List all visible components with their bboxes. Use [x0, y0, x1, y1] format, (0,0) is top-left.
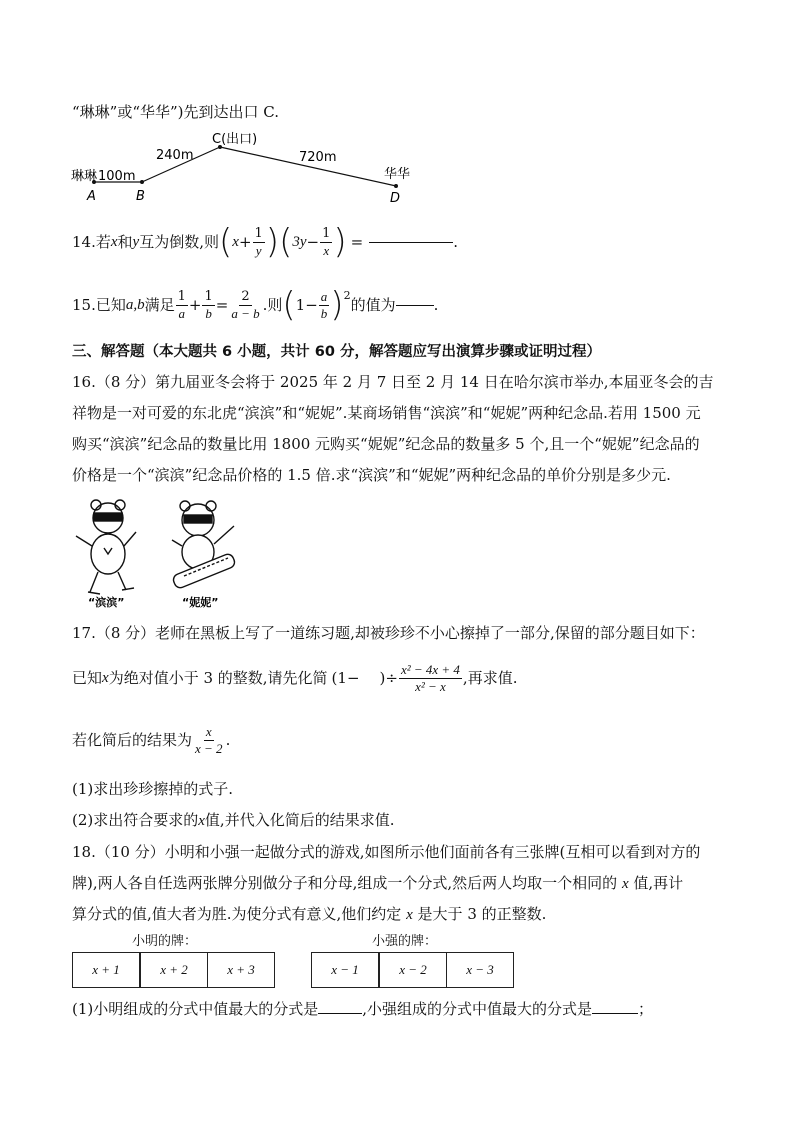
- xiaoming-card-3: x + 3: [207, 952, 275, 988]
- q17-main-fraction: $\frac{\text{x² − 4x + 4}}{\text{x² − x}}$: [400, 661, 460, 694]
- q17-part-2: (2)求出符合要求的x值,并代入化简后的结果求值.: [72, 811, 395, 829]
- q14-mid: 互为倒数,则: [139, 233, 219, 251]
- q18-line-2: 牌),两人各自任选两张牌分别做分子和分母,组成一个分式,然后两人均取一个相同的 x 值,再计: [72, 874, 684, 892]
- section-3-heading: 三、解答题（本大题共 6 小题，共计 60 分，解答题应写出演算步骤或证明过程）: [72, 344, 601, 360]
- mascot-nini-figure: [172, 501, 237, 589]
- q14-var-y: y: [132, 234, 140, 250]
- q15-one-minus: 1−: [295, 296, 318, 314]
- mascot-binbin-label: “滨滨”: [88, 596, 125, 609]
- label-cd: 720m: [299, 150, 337, 165]
- q14-frac-1-over-y: $\frac{1}{y}$: [254, 225, 263, 258]
- label-exit: C(出口): [212, 132, 258, 147]
- distance-diagram: [66, 128, 426, 208]
- mascot-binbin-figure: [76, 500, 136, 594]
- label-huahua: 华华: [384, 167, 411, 182]
- q14-and: 和: [117, 233, 133, 251]
- q18-blank-xiaoming[interactable]: [318, 1013, 362, 1014]
- label-a: A: [87, 189, 96, 204]
- label-b: B: [136, 189, 145, 204]
- label-d: D: [390, 191, 401, 206]
- point-d: [394, 184, 398, 188]
- xiaoming-card-1: x + 1: [72, 952, 140, 988]
- q14-eq: =: [350, 233, 364, 251]
- q15-frac-a-over-b: $\frac{a}{b}$: [320, 288, 328, 321]
- q17-l2-mid: 为绝对值小于 3 的整数,请先化简: [108, 669, 328, 687]
- q16-line-1: 16.（8 分）第九届亚冬会将于 2025 年 2 月 7 日至 2 月 14 日在哈尔滨市举办,本届亚冬会的吉: [72, 373, 714, 391]
- xiaoqiang-card-3: x − 3: [446, 952, 514, 988]
- q14-var-x: x: [110, 234, 118, 250]
- q14-answer-blank[interactable]: [369, 242, 453, 243]
- q15-end: .: [433, 296, 439, 314]
- mascot-illustration: [68, 496, 248, 612]
- xiaoming-cards-label: 小明的牌：: [132, 934, 198, 949]
- question-14: 14.若 x 和 y 互为倒数,则 ( x + $\frac{1}{y}$ ) ( 3y − $\frac{1}{x}$ ) = .: [72, 222, 458, 262]
- q15-frac-2-over-amb: $\frac{2}{a - b}$: [231, 288, 260, 321]
- q15-tail: 的值为: [350, 296, 396, 314]
- q17-result-fraction: $\frac{x}{x - 2}$: [195, 723, 223, 756]
- q18-line-3: 算分式的值,值大者为胜.为使分式有意义,他们约定 x 是大于 3 的正整数.: [72, 905, 547, 923]
- q13-tail-text: “琳琳”或“华华”)先到达出口 C.: [72, 103, 280, 121]
- q14-expr1-x: x: [232, 234, 239, 250]
- xiaoqiang-cards-label: 小强的牌：: [372, 934, 438, 949]
- q15-vars: a,b: [125, 297, 145, 313]
- xiaoqiang-card-1: x − 1: [311, 952, 379, 988]
- q14-minus: −: [306, 233, 320, 251]
- q14-frac-1-over-x: $\frac{1}{x}$: [322, 225, 331, 258]
- q18-line-1: 18.（10 分）小明和小强一起做分式的游戏,如图所示他们面前各有三张牌(互相可以看到对方的: [72, 843, 701, 861]
- q15-square: 2: [343, 289, 351, 302]
- q17-l3-end: .: [225, 731, 231, 749]
- q18-blank-xiaoqiang[interactable]: [592, 1013, 638, 1014]
- q15-prefix: 15.已知: [72, 296, 126, 314]
- q16-line-3: 购买“滨滨”纪念品的数量比用 1800 元购买“妮妮”纪念品的数量多 5 个,且一个“妮妮”纪念品的: [72, 435, 700, 453]
- label-bc: 240m: [156, 148, 194, 163]
- q16-line-4: 价格是一个“滨滨”纪念品价格的 1.5 倍.求“滨滨”和“妮妮”两种纪念品的单价分别是多少元.: [72, 466, 671, 484]
- q17-l2-x: x: [102, 670, 109, 686]
- xiaoqiang-card-2: x − 2: [379, 952, 447, 988]
- q17-l2-pre: 已知: [72, 669, 103, 687]
- q14-prefix: 14.若: [72, 233, 111, 251]
- q15-then: .则: [262, 296, 283, 314]
- q14-plus: +: [238, 233, 252, 251]
- q17-l2-close: )÷: [379, 669, 398, 687]
- label-linlin: 琳琳: [71, 169, 98, 184]
- q15-cond: 满足: [144, 296, 175, 314]
- q17-l2-end: ,再求值.: [462, 669, 518, 687]
- q17-line-3: [72, 720, 230, 760]
- q17-part-1: (1)求出珍珍擦掉的式子.: [72, 780, 234, 798]
- xiaoming-card-2: x + 2: [140, 952, 208, 988]
- q14-expr2-lead: 3y: [292, 234, 307, 250]
- q16-line-2: 祥物是一对可爱的东北虎“滨滨”和“妮妮”.某商场销售“滨滨”和“妮妮”两种纪念品.若用 1500 元: [72, 404, 701, 422]
- q15-frac-1-over-a: $\frac{1}{a}$: [177, 288, 186, 321]
- q18-part-1: (1)小明组成的分式中值最大的分式是 ,小强组成的分式中值最大的分式是 ；: [72, 1000, 654, 1018]
- q17-l3-pre: 若化简后的结果为: [72, 731, 193, 749]
- q15-answer-blank[interactable]: [396, 305, 434, 306]
- q14-end: .: [453, 233, 458, 251]
- q17-line-1: 17.（8 分）老师在黑板上写了一道练习题,却被珍珍不小心擦掉了一部分,保留的部分题目如下：: [72, 624, 705, 642]
- point-b: [140, 180, 144, 184]
- mascot-nini-label: “妮妮”: [182, 596, 219, 609]
- q17-line-2: [72, 658, 517, 698]
- question-15: 15.已知 a,b 满足 $\frac{1}{a}$ + $\frac{1}{b}$ = $\frac{2}{a - b}$ .则 ( 1− $\frac{a}{b}$ ) $^2$ 的值为 .: [72, 285, 439, 325]
- label-ab: 100m: [98, 169, 136, 184]
- q17-l2-paren: (1−: [331, 669, 360, 687]
- q15-frac-1-over-b: $\frac{1}{b}$: [204, 288, 213, 321]
